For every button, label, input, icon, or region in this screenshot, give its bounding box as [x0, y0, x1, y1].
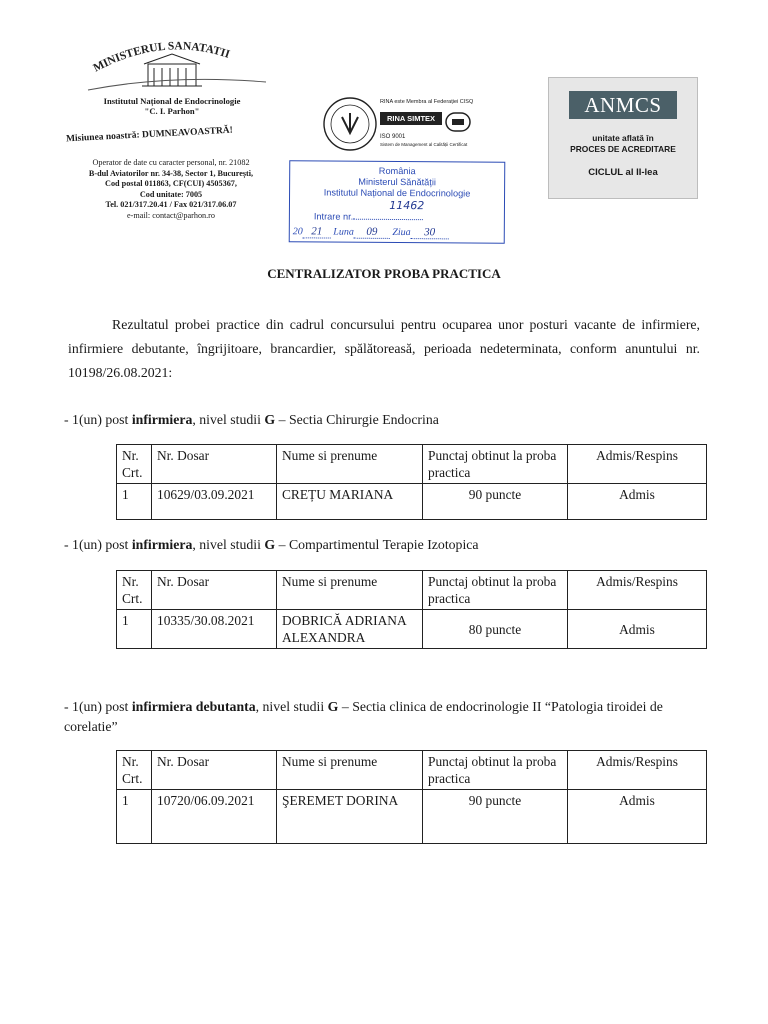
- registration-stamp: [289, 160, 506, 244]
- header-nume: Nume si prenume: [277, 445, 423, 484]
- cell-dosar: 10335/30.08.2021: [152, 610, 277, 649]
- stamp-institute: Institutul Național de Endocrinologie: [323, 187, 471, 199]
- table-header-row: [117, 751, 707, 790]
- table-row: [117, 610, 707, 649]
- cell-rezultat: Admis: [568, 790, 707, 844]
- table-row: [117, 790, 707, 844]
- cell-dosar: 10629/03.09.2021: [152, 484, 277, 520]
- cell-dosar: 10720/06.09.2021: [152, 790, 277, 844]
- table-header-row: [117, 571, 707, 610]
- ministry-logo: [52, 34, 282, 98]
- header-nume: Nume si prenume: [277, 751, 423, 790]
- header-admis: Admis/Respins: [568, 571, 707, 610]
- section-heading: - 1(un) post infirmiera, nivel studii G – Compartimentul Terapie Izotopica: [64, 537, 479, 552]
- cert-iso-sub: Sistem de Management al Calității Certificat: [380, 142, 468, 147]
- results-table: [116, 750, 707, 844]
- header-nr-crt: Nr. Crt.: [117, 571, 152, 610]
- cell-nr: 1: [117, 610, 152, 649]
- stamp-date: 20 21 Luna 09 Ziua 30: [293, 225, 449, 239]
- cell-nume: CREȚU MARIANA: [277, 484, 423, 520]
- section-heading: - 1(un) post infirmiera debutanta, nivel studii G – Sectia clinica de endocrinologie II “Patologia tiroidei de corelatie”: [64, 699, 663, 734]
- cell-nume: DOBRICĂ ADRIANA ALEXANDRA: [277, 610, 423, 649]
- cell-nume: ŞEREMET DORINA: [277, 790, 423, 844]
- header-nr-dosar: Nr. Dosar: [152, 571, 277, 610]
- results-table: [116, 444, 707, 520]
- certification-logos: [322, 95, 477, 153]
- cert-brand: RINA SIMTEX: [380, 112, 442, 125]
- institute-name: Institutul Național de Endocrinologie "C. I. Parhon": [103, 96, 241, 116]
- stamp-entry: Intrare nr. 11462: [313, 198, 425, 222]
- anmcs-status: unitate aflată în PROCES DE ACREDITARE: [570, 133, 676, 154]
- section-heading: - 1(un) post infirmiera, nivel studii G – Sectia Chirurgie Endocrina: [64, 412, 439, 427]
- mission-slogan: Misiunea noastră: DUMNEAVOASTRĂ!: [65, 125, 234, 145]
- anmcs-logo: ANMCS: [569, 91, 677, 119]
- table-header-row: [117, 445, 707, 484]
- cell-nr: 1: [117, 790, 152, 844]
- cell-punctaj: 90 puncte: [423, 484, 568, 520]
- results-table: [116, 570, 707, 649]
- header-punctaj: Punctaj obtinut la proba practica: [423, 751, 568, 790]
- header-punctaj: Punctaj obtinut la proba practica: [423, 445, 568, 484]
- cell-rezultat: Admis: [568, 610, 707, 649]
- ministry-arc-title: MINISTERUL SANATATII: [91, 40, 232, 75]
- cell-rezultat: Admis: [568, 484, 707, 520]
- intro-paragraph: Rezultatul probei practice din cadrul concursului pentru ocuparea unor posturi vacante de infirmiere, infirmiere debutante, îngrijitoare, brancardier, spălătoreasă, perioada nedeterminata, conform anuntului nr. 10198/26.08.2021:: [68, 317, 700, 380]
- table-row: [117, 484, 707, 520]
- document-title: CENTRALIZATOR PROBA PRACTICA: [267, 266, 501, 281]
- institute-contact: Operator de date cu caracter personal, nr. 21082 B-dul Aviatorilor nr. 34-38, Sector 1, București, Cod postal 011863, CF(CUI) 4505367, Cod unitate: 7005 Tel. 021/317.20.41 / Fax 021/317.06.07 e-mail: contact@parhon.ro: [88, 158, 254, 220]
- stamp-ministry: Ministerul Sănătății: [358, 176, 436, 188]
- anmcs-accreditation-badge: [548, 77, 698, 199]
- cell-nr: 1: [117, 484, 152, 520]
- stamp-month: 09: [354, 226, 390, 239]
- stamp-day: 30: [411, 226, 449, 239]
- header-admis: Admis/Respins: [568, 751, 707, 790]
- header-nume: Nume si prenume: [277, 571, 423, 610]
- cert-member-text: RINA este Membra al Federației CISQ: [380, 99, 474, 105]
- header-nr-dosar: Nr. Dosar: [152, 445, 277, 484]
- cert-iso: ISO 9001: [380, 134, 406, 140]
- stamp-country: România: [378, 165, 416, 177]
- header-nr-dosar: Nr. Dosar: [152, 751, 277, 790]
- header-admis: Admis/Respins: [568, 445, 707, 484]
- anmcs-cycle: CICLUL al II-lea: [588, 167, 658, 178]
- cell-punctaj: 80 puncte: [423, 610, 568, 649]
- cell-punctaj: 90 puncte: [423, 790, 568, 844]
- stamp-year: 21: [303, 225, 331, 238]
- stamp-entry-number: 11462: [389, 198, 425, 213]
- header-nr-crt: Nr. Crt.: [117, 445, 152, 484]
- header-nr-crt: Nr. Crt.: [117, 751, 152, 790]
- header-punctaj: Punctaj obtinut la proba practica: [423, 571, 568, 610]
